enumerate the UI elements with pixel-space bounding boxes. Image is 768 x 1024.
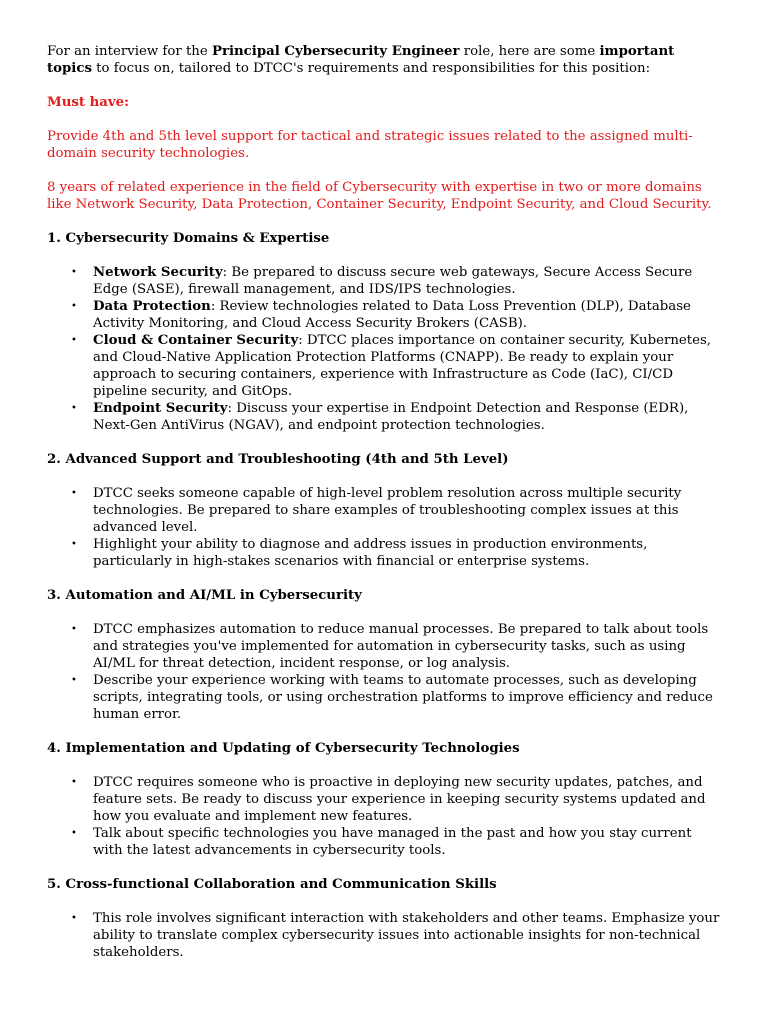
intro-after: to focus on, tailored to DTCC's requirements and responsibilities for this position: — [91, 61, 651, 76]
bullet-list — [47, 910, 720, 961]
bullet-text: This role involves significant interaction with stakeholders and other teams. Emphasize your ability to translate complex cybersecurity issues into actionable insights for non-technical stakeholders. — [93, 911, 720, 960]
section-title: 4. Implementation and Updating of Cybersecurity Technologies — [47, 741, 520, 756]
list-item — [47, 332, 720, 400]
list-item — [47, 621, 720, 672]
bullet-icon: • — [71, 828, 77, 839]
bullet-label: Data Protection — [93, 299, 211, 314]
section-title: 5. Cross-functional Collaboration and Communication Skills — [47, 877, 497, 892]
list-item — [47, 298, 720, 332]
section-title: 3. Automation and AI/ML in Cybersecurity — [47, 588, 362, 603]
bullet-icon: • — [71, 675, 77, 686]
bullet-icon: • — [71, 913, 77, 924]
list-item — [47, 264, 720, 298]
bullet-icon: • — [71, 403, 77, 414]
list-item — [47, 400, 720, 434]
bullet-list — [47, 264, 720, 434]
intro-role: Principal Cybersecurity Engineer — [211, 44, 460, 59]
must-have-item: Provide 4th and 5th level support for tactical and strategic issues related to the assigned multi-domain security technologies. — [47, 129, 693, 161]
bullet-list — [47, 485, 720, 570]
list-item — [47, 485, 720, 536]
bullet-text: : Discuss your expertise in Endpoint Detection and Response (EDR), Next-Gen AntiVirus (NGAV), and endpoint protection technologies. — [93, 401, 689, 433]
sections-container — [47, 230, 720, 961]
must-have-item: 8 years of related experience in the field of Cybersecurity with expertise in two or more domains like Network Security, Data Protection, Container Security, Endpoint Security, and Cloud Security. — [47, 180, 712, 212]
must-have-heading: Must have: — [47, 95, 130, 110]
bullet-text: : Review technologies related to Data Loss Prevention (DLP), Database Activity Monitoring, and Cloud Access Security Brokers (CASB). — [93, 299, 691, 331]
list-item — [47, 536, 720, 570]
bullet-icon: • — [71, 539, 77, 550]
bullet-icon: • — [71, 777, 77, 788]
bullet-list — [47, 621, 720, 723]
list-item — [47, 825, 720, 859]
list-item — [47, 672, 720, 723]
intro-middle: role, here are some — [459, 44, 600, 59]
section-title: 1. Cybersecurity Domains & Expertise — [47, 231, 330, 246]
intro-paragraph — [47, 43, 720, 77]
bullet-icon: • — [71, 335, 77, 346]
bullet-text: DTCC emphasizes automation to reduce manual processes. Be prepared to talk about tools and strategies you've implemented for automation in cybersecurity tasks, such as using AI/ML for threat detection, incident response, or log analysis. — [93, 622, 709, 671]
bullet-label: Endpoint Security — [93, 401, 228, 416]
bullet-text: : Be prepared to discuss secure web gateways, Secure Access Secure Edge (SASE), firewall management, and IDS/IPS technologies. — [93, 265, 693, 297]
bullet-text: DTCC seeks someone capable of high-level problem resolution across multiple security technologies. Be prepared to share examples of troubleshooting complex issues at this advanced level. — [93, 486, 682, 535]
bullet-icon: • — [71, 267, 77, 278]
bullet-label: Cloud & Container Security — [93, 333, 299, 348]
bullet-icon: • — [71, 301, 77, 312]
bullet-icon: • — [71, 488, 77, 499]
intro-before: For an interview for the — [47, 44, 212, 59]
bullet-text: : DTCC places importance on container security, Kubernetes, and Cloud-Native Application Protection Platforms (CNAPP). Be ready to explain your approach to securing containers, experience with Infrastructure as Code (IaC), CI/CD pipeline security, and GitOps. — [93, 333, 712, 399]
list-item — [47, 910, 720, 961]
section-title: 2. Advanced Support and Troubleshooting (4th and 5th Level) — [47, 452, 509, 467]
list-item — [47, 774, 720, 825]
intro-topics: important topics — [47, 44, 675, 76]
bullet-list — [47, 774, 720, 859]
bullet-text: Talk about specific technologies you have managed in the past and how you stay current with the latest advancements in cybersecurity tools. — [93, 826, 692, 858]
bullet-text: Describe your experience working with teams to automate processes, such as developing scripts, integrating tools, or using orchestration platforms to improve efficiency and reduce human error. — [93, 673, 713, 722]
bullet-text: DTCC requires someone who is proactive in deploying new security updates, patches, and feature sets. Be ready to discuss your experience in keeping security systems updated and how you evaluate and implement new features. — [93, 775, 706, 824]
bullet-text: Highlight your ability to diagnose and address issues in production environments, particularly in high-stakes scenarios with financial or enterprise systems. — [93, 537, 648, 569]
bullet-label: Network Security — [93, 265, 223, 280]
bullet-icon: • — [71, 624, 77, 635]
